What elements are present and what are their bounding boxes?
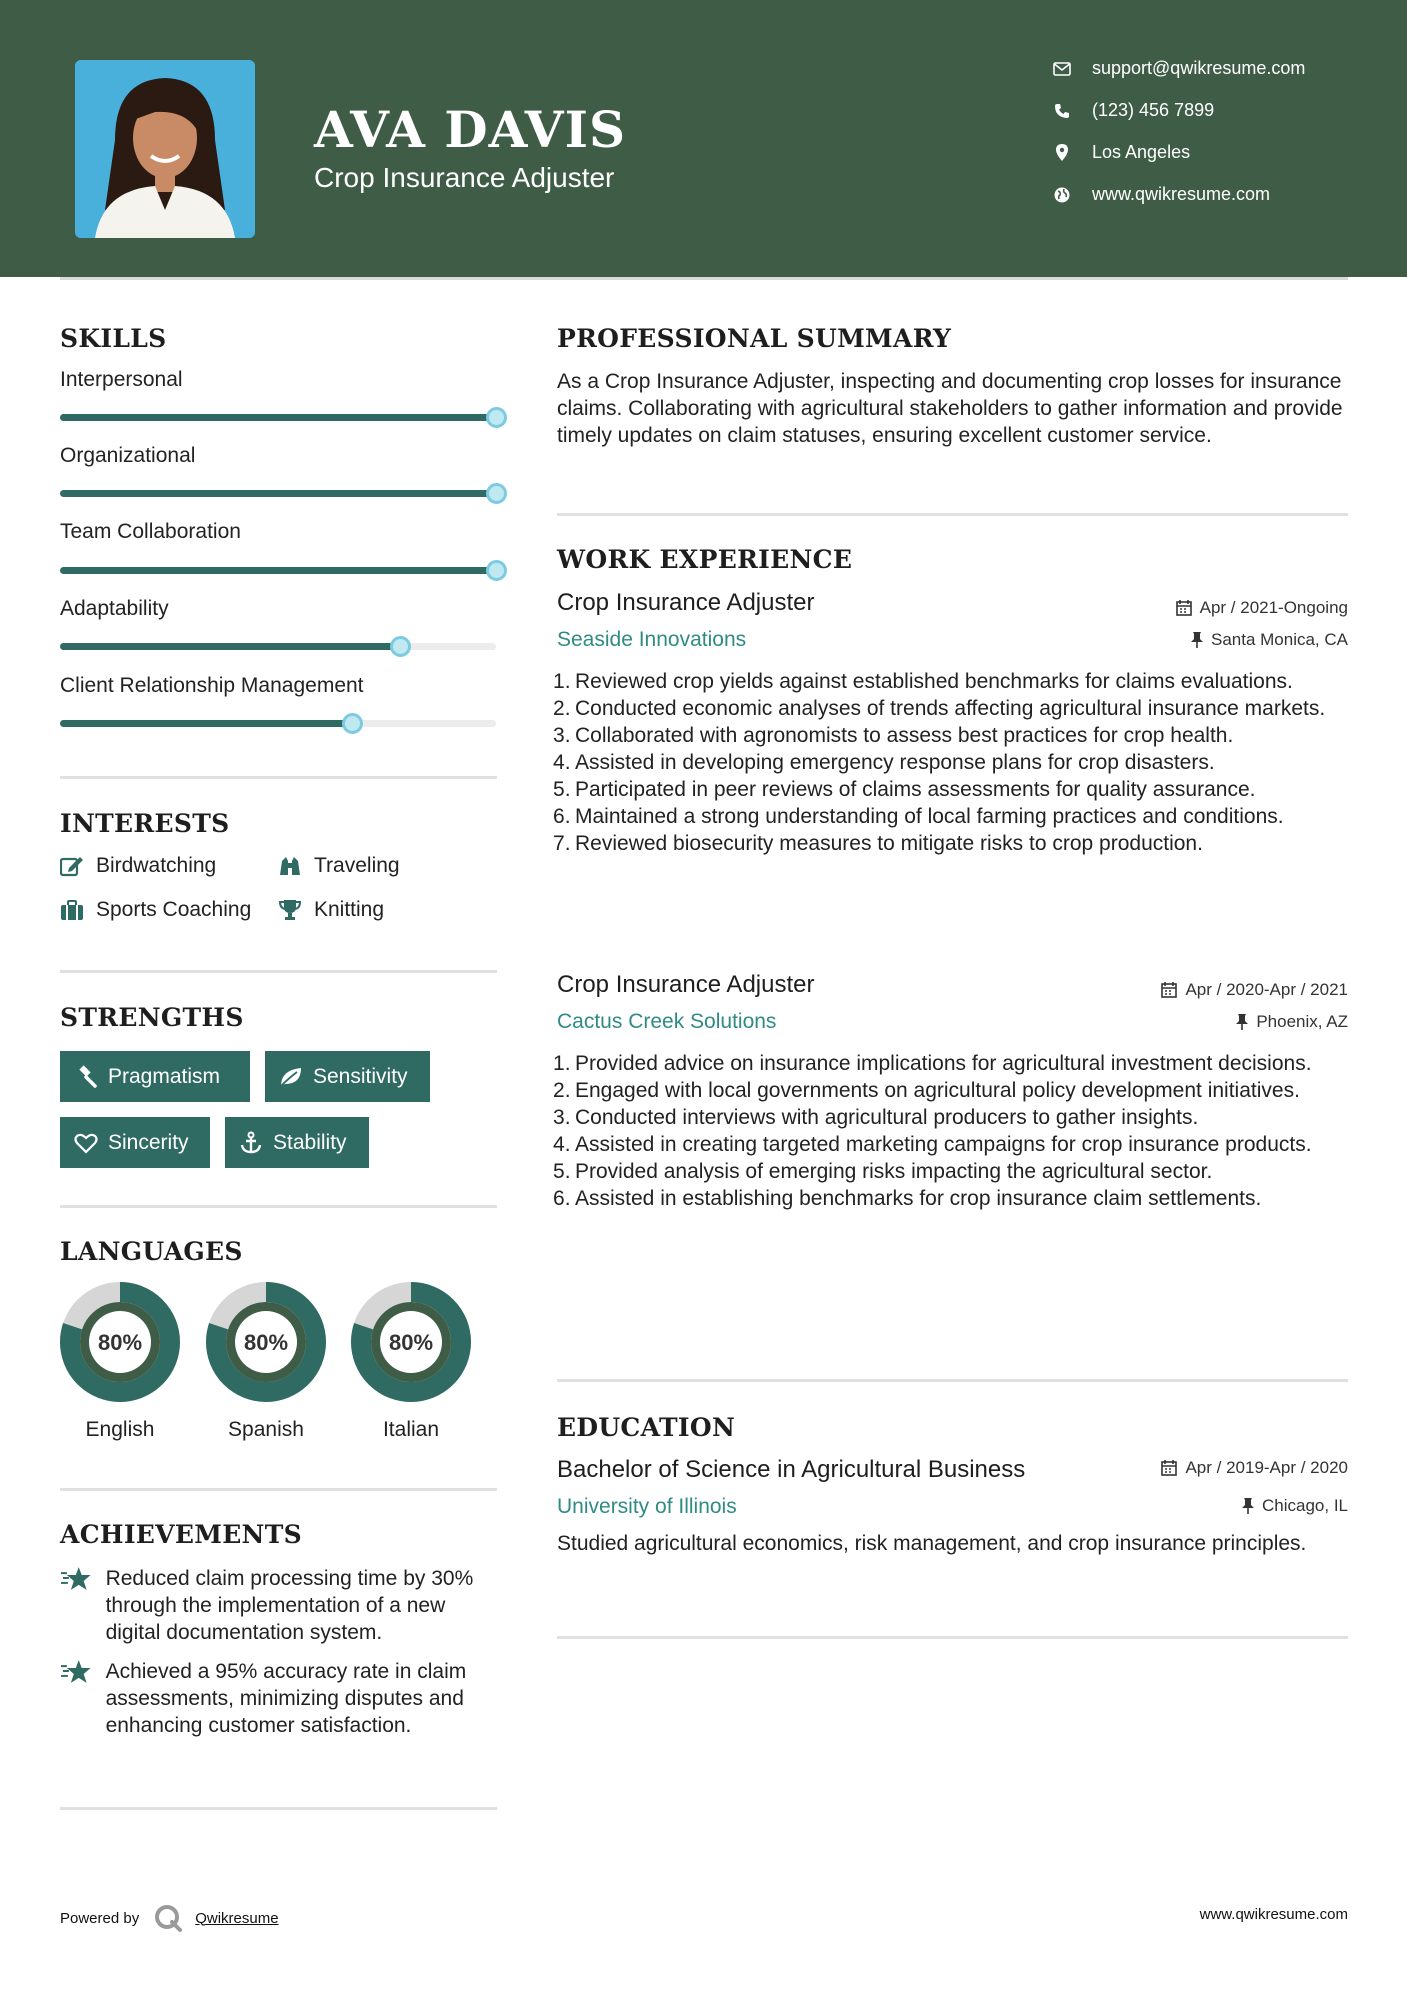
interest-label: Sports Coaching: [96, 898, 252, 921]
star-icon: [60, 1658, 92, 1686]
contact-website-text: www.qwikresume.com: [1092, 184, 1271, 204]
job-location-text: Santa Monica, CA: [1210, 630, 1348, 649]
section-divider: [557, 513, 1348, 516]
achievements-heading: ACHIEVEMENTS: [60, 1520, 302, 1549]
skill-bar-knob: [486, 407, 507, 428]
phone-icon: [1050, 101, 1074, 121]
duty-item: Engaged with local governments on agricultural policy development initiatives.: [575, 1079, 1300, 1102]
skills-heading: SKILLS: [60, 324, 167, 353]
contact-email-text: support@qwikresume.com: [1092, 58, 1306, 78]
duty-item: Assisted in creating targeted marketing campaigns for crop insurance products.: [575, 1133, 1312, 1156]
job-company[interactable]: Cactus Creek Solutions: [557, 1010, 777, 1033]
language-donut: [205, 1281, 327, 1408]
language-label: Italian: [382, 1418, 440, 1441]
skill-label: Team Collaboration: [60, 520, 241, 543]
job-company[interactable]: Seaside Innovations: [557, 628, 747, 651]
skill-bar-knob: [486, 560, 507, 581]
profile-photo: [75, 60, 255, 238]
binoculars-icon: [278, 855, 302, 877]
summary-text: As a Crop Insurance Adjuster, inspecting and documenting crop losses for insurance claims. Collaborating with agricultural stakeholders to gather information and provide timely updates on claim statuses, ensuring excellent customer service.: [557, 370, 1343, 447]
education-heading: EDUCATION: [557, 1413, 736, 1442]
interest-label: Traveling: [314, 854, 400, 877]
achievement-item: [60, 1565, 500, 1646]
skill-label: Adaptability: [60, 597, 169, 620]
skill-bar-fill: [60, 414, 496, 421]
language-donut: [59, 1281, 181, 1408]
job-dates: [1176, 598, 1348, 618]
section-divider: [60, 1205, 497, 1208]
education-dates: [1161, 1458, 1348, 1478]
duty-item: Provided advice on insurance implications for agricultural investment decisions.: [575, 1052, 1312, 1075]
summary-heading: PROFESSIONAL SUMMARY: [557, 324, 952, 353]
language-percent: 80%: [388, 1330, 434, 1355]
achievement-text: Reduced claim processing time by 30% through the implementation of a new digital documentation system.: [105, 1567, 474, 1644]
languages-heading: LANGUAGES: [60, 1237, 243, 1266]
duty-item: Maintained a strong understanding of local farming practices and conditions.: [575, 805, 1284, 828]
interest-item: [278, 854, 400, 878]
interest-item: [60, 854, 216, 878]
trophy-icon: [278, 899, 302, 921]
interests-heading: INTERESTS: [60, 809, 230, 838]
skill-bar-fill: [60, 643, 400, 650]
skill-bar: [60, 643, 496, 650]
skill-bar: [60, 567, 496, 574]
strengths-heading: STRENGTHS: [60, 1003, 244, 1032]
experience-heading: WORK EXPERIENCE: [557, 545, 853, 574]
job-dates: [1161, 980, 1348, 1000]
skill-bar-fill: [60, 567, 496, 574]
duty-item: Participated in peer reviews of claims assessments for quality assurance.: [575, 778, 1256, 801]
education-location-text: Chicago, IL: [1262, 1496, 1348, 1515]
powered-by-text: Powered by: [60, 1909, 140, 1927]
job-location: [1236, 1012, 1348, 1032]
skill-label: Organizational: [60, 444, 196, 467]
interest-item: [278, 898, 384, 922]
skill-bar-knob: [342, 713, 363, 734]
strength-chip: [265, 1051, 430, 1102]
qwikresume-link[interactable]: Qwikresume: [195, 1909, 279, 1927]
interest-label: Knitting: [314, 898, 385, 921]
strength-chip: [225, 1117, 369, 1168]
skill-label: Interpersonal: [60, 368, 183, 391]
strength-chip: [60, 1117, 210, 1168]
briefcase-icon: [60, 899, 84, 921]
pushpin-icon: [1236, 1014, 1248, 1030]
candidate-title: Crop Insurance Adjuster: [314, 162, 615, 193]
duty-item: Assisted in developing emergency response plans for crop disasters.: [575, 751, 1215, 774]
language-donut: [350, 1281, 472, 1408]
contact-location-text: Los Angeles: [1092, 142, 1191, 162]
job-role: Crop Insurance Adjuster: [557, 589, 815, 616]
star-icon: [60, 1565, 92, 1593]
duty-item: Assisted in establishing benchmarks for crop insurance claim settlements.: [575, 1187, 1262, 1210]
job-dates-text: Apr / 2021-Ongoing: [1199, 598, 1348, 617]
skill-bar: [60, 414, 496, 421]
interest-label: Birdwatching: [96, 854, 217, 877]
achievement-text: Achieved a 95% accuracy rate in claim assessments, minimizing disputes and enhancing customer satisfaction.: [105, 1660, 467, 1737]
calendar-icon: [1176, 600, 1192, 616]
pushpin-icon: [1191, 632, 1203, 648]
qwikresume-logo-icon: [153, 1903, 183, 1933]
education-school[interactable]: University of Illinois: [557, 1495, 737, 1518]
language-label: English: [85, 1418, 155, 1441]
job-location: [1191, 630, 1348, 650]
achievement-item: [60, 1658, 500, 1739]
calendar-icon: [1161, 982, 1177, 998]
strength-label: Sensitivity: [313, 1064, 408, 1088]
duty-item: Collaborated with agronomists to assess best practices for crop health.: [575, 724, 1234, 747]
gavel-icon: [74, 1065, 98, 1089]
contact-phone-text: (123) 456 7899: [1092, 100, 1215, 120]
skill-bar: [60, 490, 496, 497]
duty-item: Reviewed crop yields against established benchmarks for claims evaluations.: [575, 670, 1293, 693]
education-degree: Bachelor of Science in Agricultural Business: [557, 1456, 1026, 1483]
contact-phone[interactable]: [1050, 100, 1370, 121]
duty-item: Conducted economic analyses of trends affecting agricultural insurance markets.: [575, 697, 1326, 720]
language-label: Spanish: [228, 1418, 304, 1441]
calendar-icon: [1161, 1460, 1177, 1476]
strength-chip: [60, 1051, 250, 1102]
skill-label: Client Relationship Management: [60, 674, 364, 697]
contact-website[interactable]: [1050, 184, 1370, 205]
duty-item: Provided analysis of emerging risks impacting the agricultural sector.: [575, 1160, 1213, 1183]
language-percent: 80%: [243, 1330, 289, 1355]
contact-location: [1050, 142, 1370, 163]
footer-powered-by: [60, 1903, 279, 1933]
anchor-icon: [239, 1131, 263, 1155]
job-location-text: Phoenix, AZ: [1256, 1012, 1348, 1031]
strength-label: Sincerity: [108, 1130, 189, 1154]
section-divider: [60, 970, 497, 973]
job-duties: [557, 668, 1347, 857]
skill-bar-fill: [60, 720, 352, 727]
education-dates-text: Apr / 2019-Apr / 2020: [1185, 1458, 1348, 1477]
skill-bar-knob: [486, 483, 507, 504]
strength-label: Pragmatism: [108, 1064, 221, 1088]
skill-bar-knob: [390, 636, 411, 657]
duty-item: Reviewed biosecurity measures to mitigate risks to crop production.: [575, 832, 1203, 855]
candidate-name: AVA DAVIS: [314, 100, 627, 159]
interest-item: [60, 898, 251, 922]
leaf-icon: [279, 1066, 303, 1088]
pushpin-icon: [1242, 1498, 1254, 1514]
language-percent: 80%: [97, 1330, 143, 1355]
duty-item: Conducted interviews with agricultural producers to gather insights.: [575, 1106, 1199, 1129]
edit-icon: [60, 855, 84, 877]
job-dates-text: Apr / 2020-Apr / 2021: [1185, 980, 1348, 999]
footer-url[interactable]: www.qwikresume.com: [1199, 1906, 1348, 1923]
strength-label: Stability: [273, 1130, 347, 1154]
skill-bar: [60, 720, 496, 727]
job-duties: [557, 1050, 1347, 1212]
section-divider: [557, 1379, 1348, 1382]
map-pin-icon: [1050, 143, 1074, 163]
education-text: Studied agricultural economics, risk management, and crop insurance principles.: [557, 1532, 1307, 1555]
contact-email[interactable]: [1050, 58, 1370, 79]
education-location: [1242, 1496, 1348, 1516]
skill-bar-fill: [60, 490, 496, 497]
heart-icon: [74, 1132, 98, 1154]
section-divider: [60, 1488, 497, 1491]
job-role: Crop Insurance Adjuster: [557, 971, 815, 998]
section-divider: [60, 776, 497, 779]
section-divider: [60, 1807, 497, 1810]
section-divider: [557, 1636, 1348, 1639]
envelope-icon: [1050, 59, 1074, 79]
header-divider: [60, 277, 1348, 280]
globe-icon: [1050, 185, 1074, 205]
